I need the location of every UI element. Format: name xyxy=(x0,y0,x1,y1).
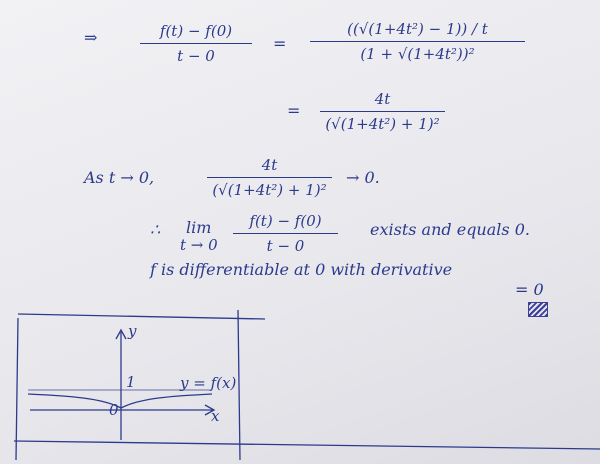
equals-sign: = xyxy=(287,101,301,120)
y-axis-label: y xyxy=(128,322,137,340)
equals-sign: = xyxy=(273,34,287,53)
exists-statement: exists and equals 0. xyxy=(370,220,530,239)
therefore-symbol: ∴ xyxy=(150,220,161,239)
rhs-denominator: (1 + √(1+4t²))² xyxy=(360,45,475,63)
curve-label: y = f(x) xyxy=(180,374,237,392)
y-intercept-label: 1 xyxy=(126,373,136,391)
simplified-denominator: (√(1+4t²) + 1)² xyxy=(325,115,440,133)
lhs-numerator: f(t) − f(0) xyxy=(159,22,233,40)
simplified-numerator: 4t xyxy=(374,90,391,108)
box-left-edge xyxy=(16,318,18,460)
limit-denominator: (√(1+4t²) + 1)² xyxy=(212,181,327,199)
box-top-edge xyxy=(18,314,265,319)
quotient-numerator: f(t) − f(0) xyxy=(249,212,322,230)
limit-numerator: 4t xyxy=(261,156,278,174)
rhs-numerator: ((√(1+4t²) − 1)) / t xyxy=(347,20,488,38)
conclusion-statement: f is differentiable at 0 with derivative xyxy=(150,260,453,279)
tends-to-zero: → 0. xyxy=(346,168,380,187)
box-bottom-edge xyxy=(14,441,600,449)
as-t-to-zero: As t → 0, xyxy=(84,168,155,187)
box-right-edge xyxy=(238,310,240,460)
lhs-denominator: t − 0 xyxy=(177,47,215,65)
x-axis-label: x xyxy=(211,407,220,425)
lim-subscript: t → 0 xyxy=(180,236,218,254)
implies-symbol: ⇒ xyxy=(84,28,98,47)
lim-word: lim xyxy=(186,218,212,237)
origin-label: 0 xyxy=(109,401,119,419)
derivative-value: = 0 xyxy=(515,280,544,299)
curve-f xyxy=(28,394,212,408)
quotient-denominator: t − 0 xyxy=(266,237,305,255)
